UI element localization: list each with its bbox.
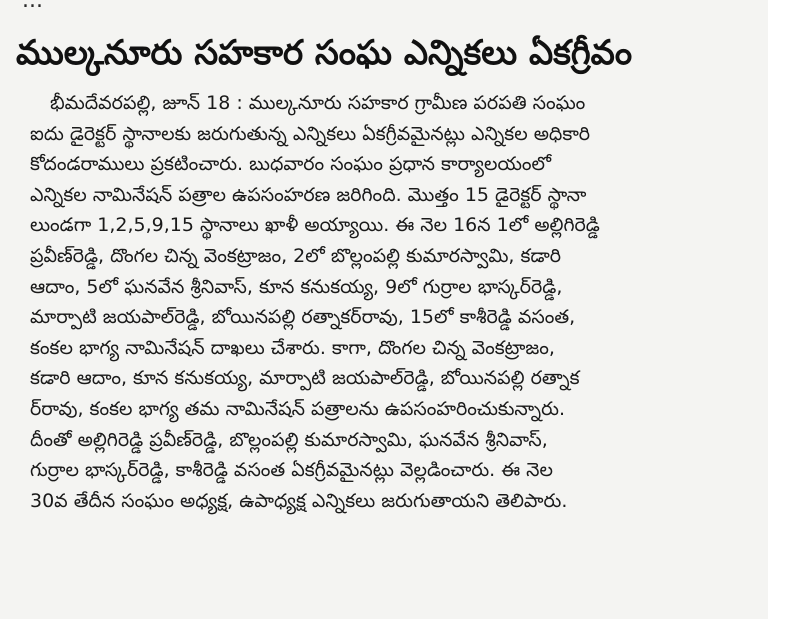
body-line: ప్రవీణ్‌రెడ్డి, దొంగల చిన్న వెంకట్రాజం, 2లో బొల్లంపల్లి కుమారస్వామి, కడారి — [30, 244, 562, 267]
body-line: ఎన్నికల నామినేషన్ పత్రాల ఉపసంహరణ జరిగింది. మొత్తం 15 డైరెక్టర్ స్థానా — [30, 183, 587, 206]
body-line: దీంతో అల్లిగిరెడ్డి ప్రవీణ్‌రెడ్డి, బొల్లంపల్లి కుమారస్వామి, ఘనవేన శ్రీనివాస్, — [30, 428, 548, 451]
body-line: భీమదేవరపల్లి, జూన్ 18 : ముల్కనూరు సహకార గ్రామీణ పరపతి సంఘం — [50, 92, 586, 114]
top-cut-text: ... — [22, 0, 43, 13]
right-margin — [768, 0, 800, 619]
body-line: కడారి ఆదాం, కూన కనుకయ్య, మార్పాటి జయపాల్‌రెడ్డి, బోయినపల్లి రత్నాక — [30, 367, 580, 390]
body-line: ర్‌రావు, కంకల భాగ్య తమ నామినేషన్ పత్రాలను ఉపసంహరించుకున్నారు. — [30, 397, 565, 420]
body-line: 30వ తేదీన సంఘం అధ్యక్ష, ఉపాధ్యక్ష ఎన్నికలు జరుగుతాయని తెలిపారు. — [30, 489, 568, 512]
body-line: మార్పాటి జయపాల్‌రెడ్డి, బోయినపల్లి రత్నాకర్‌రావు, 15లో కాశీరెడ్డి వసంత, — [30, 306, 576, 329]
body-line: గుర్రాల భాస్కర్‌రెడ్డి, కాశీరెడ్డి వసంత ఏకగ్రీవమైనట్లు వెల్లడించారు. ఈ నెల — [30, 459, 553, 482]
article-headline: ముల్కనూరు సహకార సంఘ ఎన్నికలు ఏకగ్రీవం — [16, 33, 633, 73]
body-line: ఆదాం, 5లో ఘనవేన శ్రీనివాస్, కూన కనుకయ్య, 9లో గుర్రాల భాస్కర్‌రెడ్డి, — [30, 275, 563, 298]
body-line: కోదండరాములు ప్రకటించారు. బుధవారం సంఘం ప్రధాన కార్యాలయంలో — [30, 153, 552, 176]
body-line: ఐదు డైరెక్టర్ స్థానాలకు జరుగుతున్న ఎన్నికలు ఏకగ్రీవమైనట్లు ఎన్నికల అధికారి — [30, 122, 591, 145]
body-line: కంకల భాగ్య నామినేషన్ దాఖలు చేశారు. కాగా, దొంగల చిన్న వెంకట్రాజం, — [30, 336, 555, 359]
body-line: లుండగా 1,2,5,9,15 స్థానాలు ఖాళీ అయ్యాయి. ఈ నెల 16న 1లో అల్లిగిరెడ్డి — [30, 214, 600, 237]
article-body — [30, 88, 758, 613]
